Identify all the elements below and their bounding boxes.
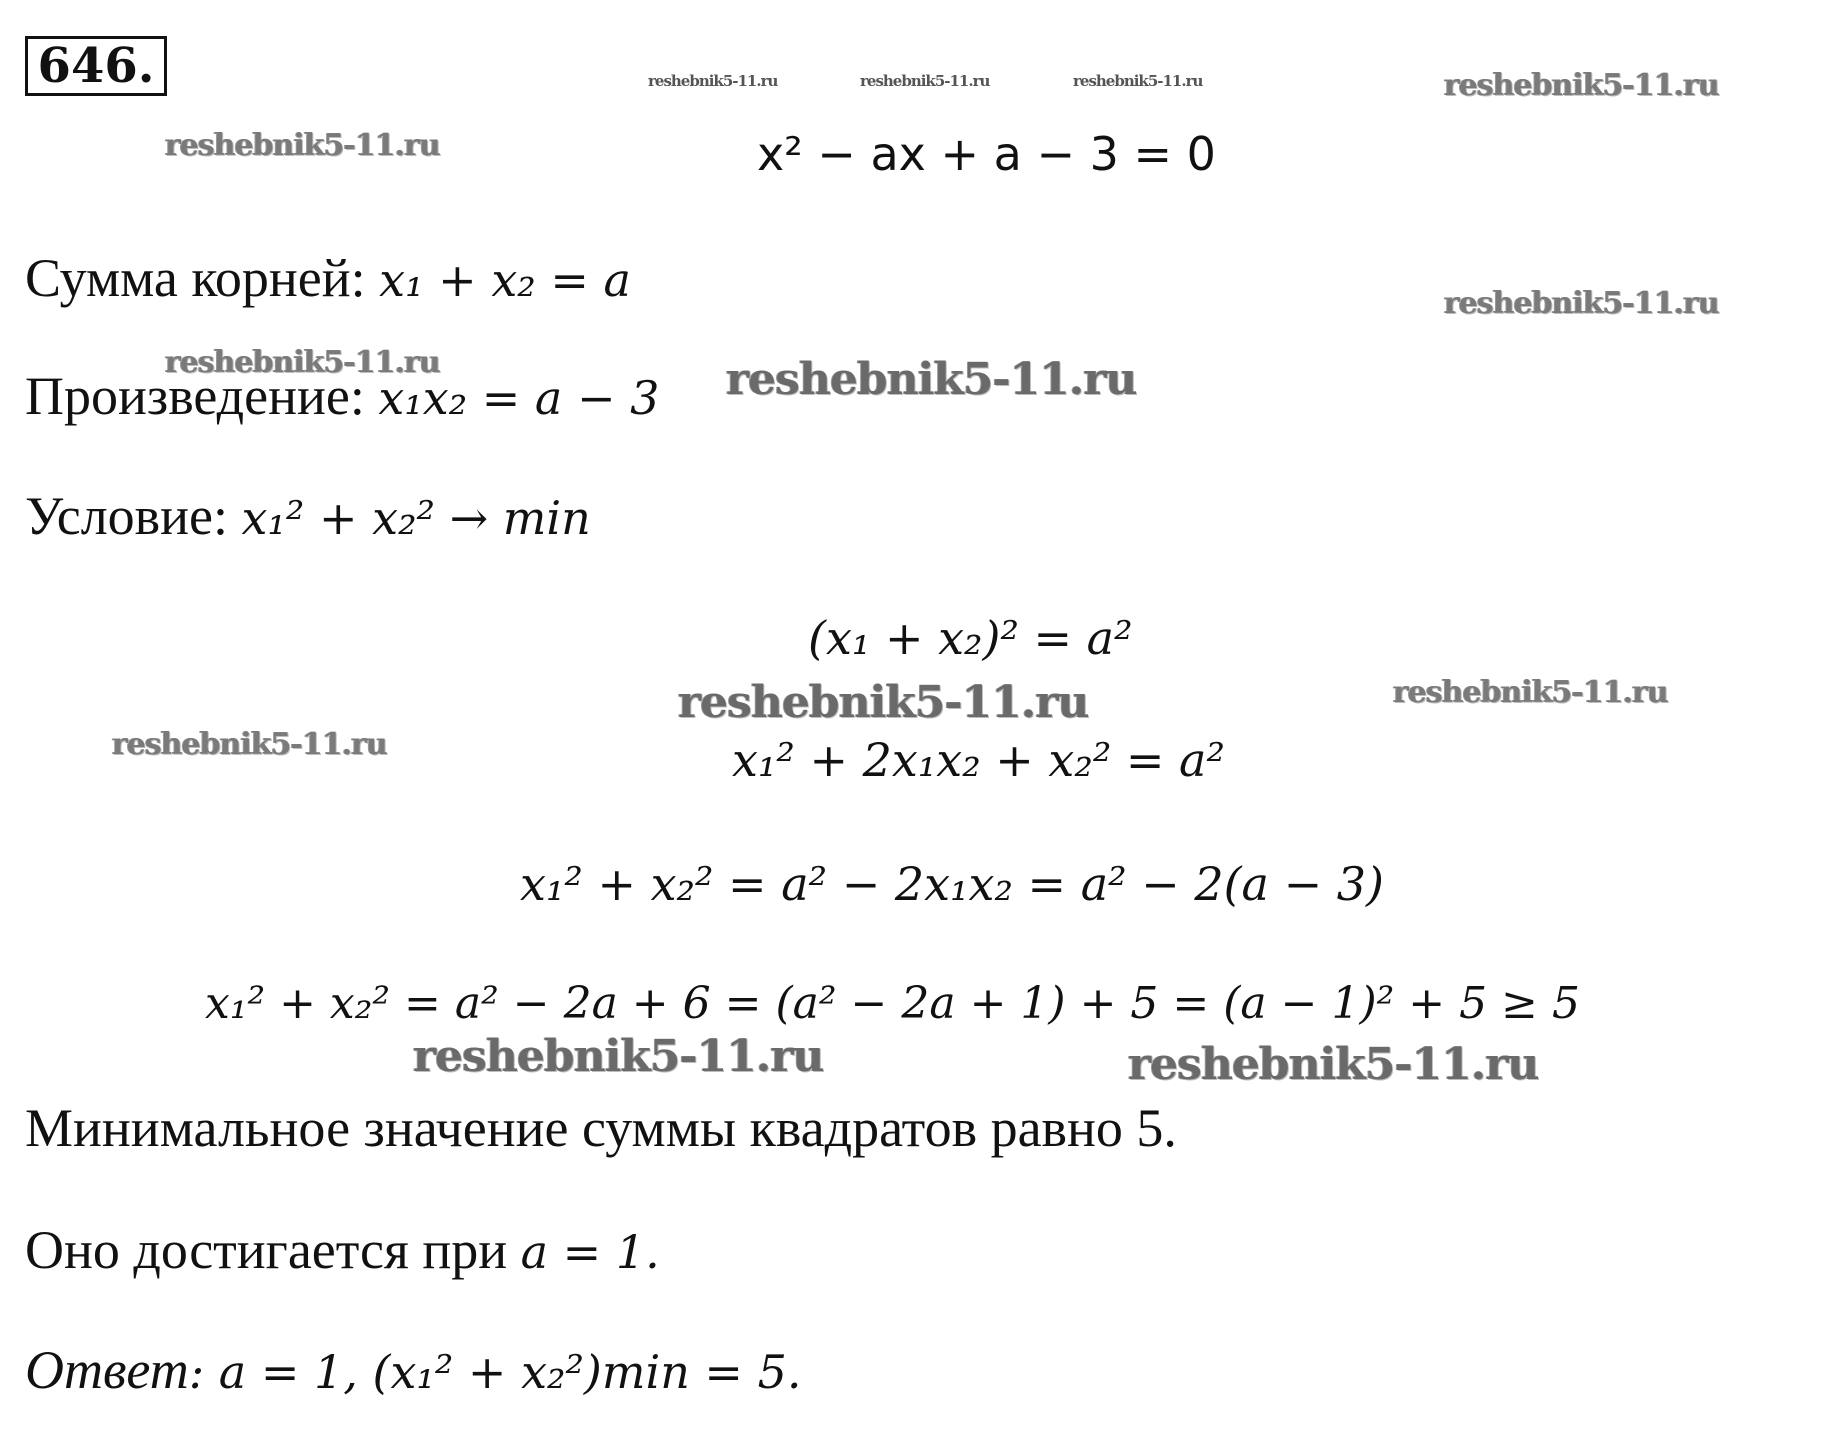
- step-4: [205, 972, 1580, 1036]
- watermark: reshebnik5-11.ru: [413, 1031, 824, 1082]
- step-2: [732, 728, 1225, 792]
- min-value-text: Минимальное значение суммы квадратов равно 5.: [25, 1098, 1177, 1158]
- watermark: reshebnik5-11.ru: [165, 128, 440, 163]
- watermark: reshebnik5-11.ru: [1444, 68, 1719, 103]
- watermark: reshebnik5-11.ru: [860, 72, 990, 90]
- attained-text: Оно достигается при: [25, 1220, 508, 1280]
- step-1: [808, 606, 1133, 670]
- watermark: reshebnik5-11.ru: [678, 677, 1089, 728]
- equation-text: x² − ax + a − 3 = 0: [757, 127, 1216, 181]
- sum-formula: x₁ + x₂ = a: [379, 253, 631, 307]
- sum-label: Сумма корней:: [25, 248, 366, 308]
- watermark: reshebnik5-11.ru: [726, 354, 1137, 405]
- step-1-formula: (x₁ + x₂)² = a²: [808, 611, 1133, 665]
- step-2-formula: x₁² + 2x₁x₂ + x₂² = a²: [732, 733, 1225, 787]
- condition-line: [25, 484, 591, 550]
- problem-number: 646.: [25, 36, 167, 96]
- main-equation: [757, 122, 1216, 186]
- watermark: reshebnik5-11.ru: [165, 345, 440, 380]
- watermark: reshebnik5-11.ru: [648, 72, 778, 90]
- product-label: Произведение:: [25, 366, 365, 426]
- watermark: reshebnik5-11.ru: [1073, 72, 1203, 90]
- condition-formula: x₁² + x₂² → min: [241, 491, 591, 545]
- step-4-formula: x₁² + x₂² = a² − 2a + 6 = (a² − 2a + 1) + 5 = (a − 1)² + 5 ≥ 5: [205, 978, 1580, 1029]
- watermark: reshebnik5-11.ru: [112, 727, 387, 762]
- answer-line: [25, 1338, 802, 1404]
- step-3-formula: x₁² + x₂² = a² − 2x₁x₂ = a² − 2(a − 3): [520, 857, 1384, 911]
- watermark: reshebnik5-11.ru: [1444, 286, 1719, 321]
- product-line: [25, 364, 659, 430]
- min-value-line: [25, 1096, 1177, 1160]
- condition-label: Условие:: [25, 486, 229, 546]
- watermark: reshebnik5-11.ru: [1128, 1039, 1539, 1090]
- answer-label: Ответ: [25, 1340, 189, 1400]
- step-3: [520, 852, 1384, 916]
- sum-line: [25, 246, 631, 312]
- product-formula: x₁x₂ = a − 3: [378, 371, 660, 425]
- attained-formula: a = 1.: [520, 1225, 660, 1279]
- attained-line: [25, 1218, 660, 1284]
- watermark: reshebnik5-11.ru: [1393, 675, 1668, 710]
- answer-formula: : a = 1, (x₁² + x₂²)min = 5.: [188, 1345, 802, 1399]
